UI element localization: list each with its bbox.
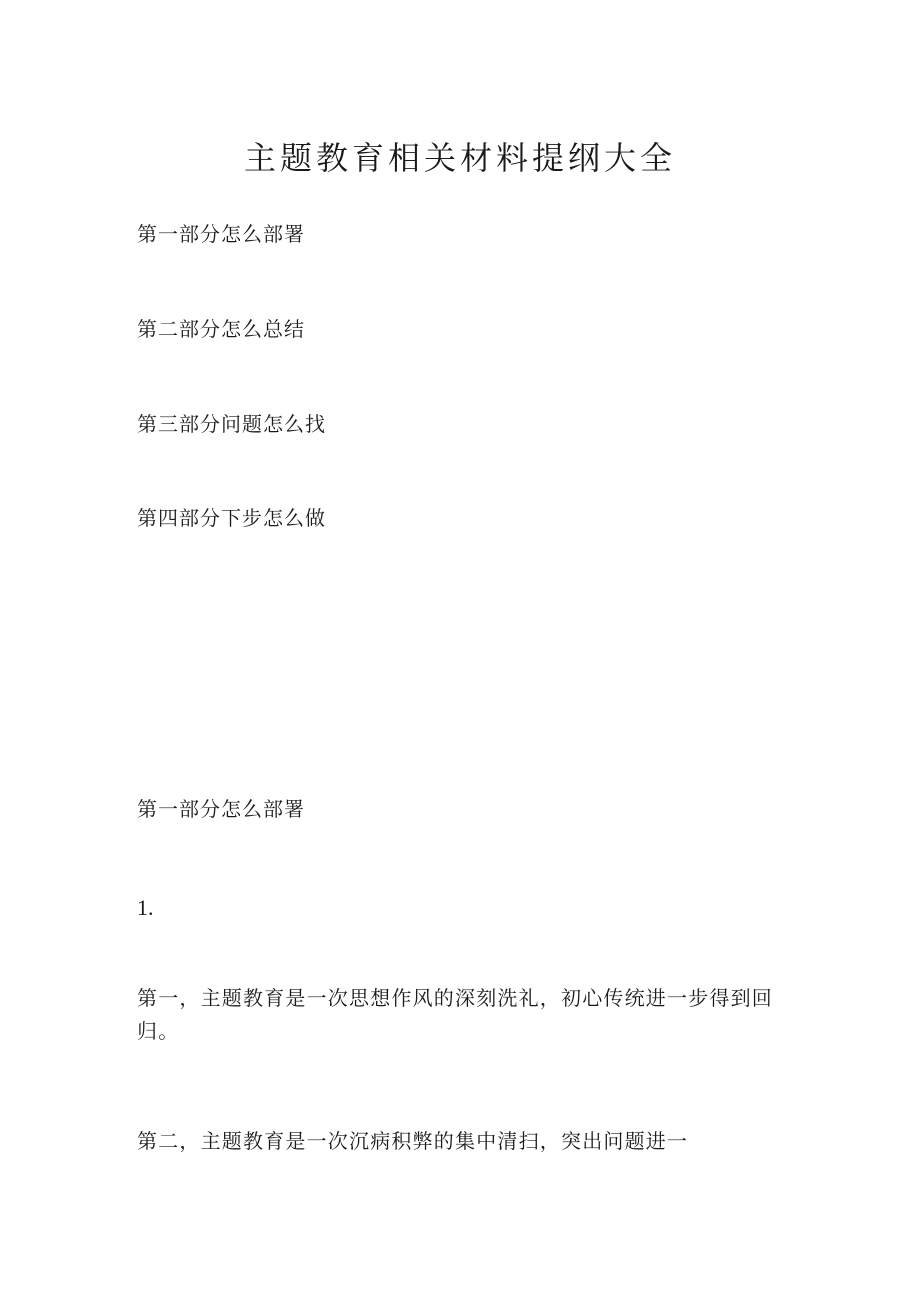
paragraph-1: 第一，主题教育是一次思想作风的深刻洗礼，初心传统进一步得到回归。 (137, 986, 773, 1043)
toc-item-1: 第一部分怎么部署 (137, 222, 305, 246)
document-title: 主题教育相关材料提纲大全 (243, 139, 676, 177)
paragraph-2: 第二，主题教育是一次沉病积弊的集中清扫，突出问题进一 (137, 1129, 689, 1153)
toc-item-2: 第二部分怎么总结 (137, 317, 305, 341)
section-heading: 第一部分怎么部署 (137, 797, 305, 821)
item-number: 1. (137, 895, 154, 920)
toc-item-4: 第四部分下步怎么做 (137, 506, 326, 530)
toc-item-3: 第三部分问题怎么找 (137, 412, 326, 436)
